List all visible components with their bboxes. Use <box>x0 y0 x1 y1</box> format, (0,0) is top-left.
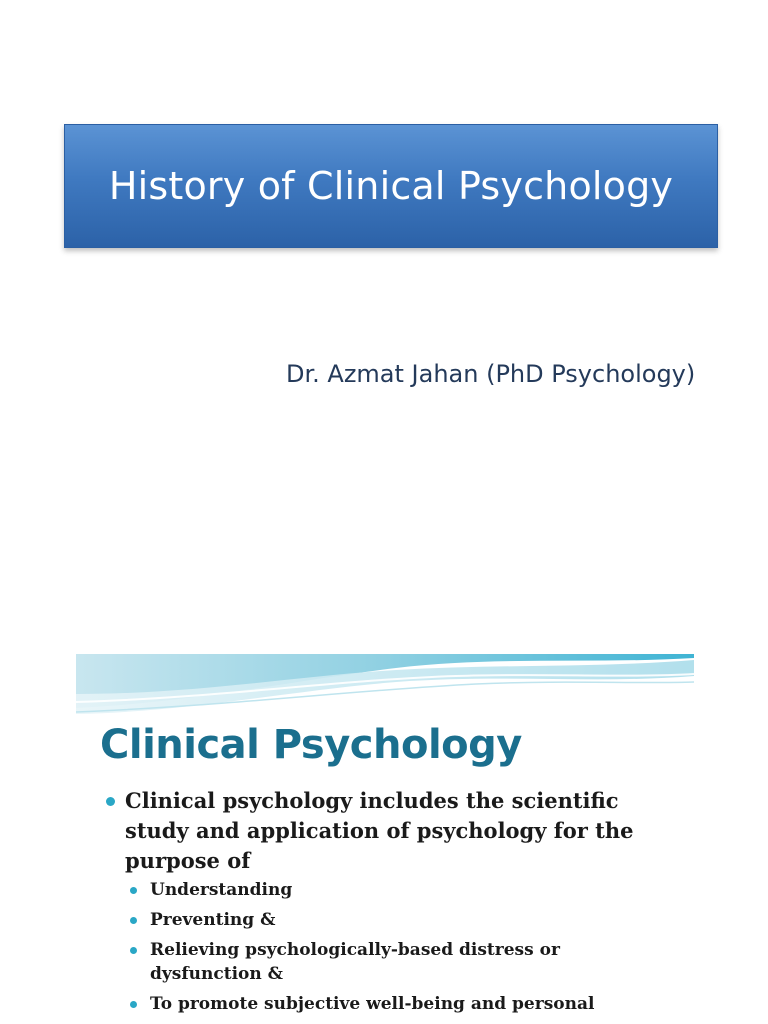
slide-2-title: Clinical Psychology <box>100 722 522 768</box>
wave-header-decoration <box>76 654 694 724</box>
bullet-dot-icon <box>130 947 137 954</box>
sub-bullet-item <box>130 992 670 1016</box>
slide-title: History of Clinical Psychology <box>108 164 674 208</box>
sub-bullet-item <box>130 938 670 986</box>
slide-2-thumbnail <box>76 654 694 1024</box>
sub-bullet-text: Relieving psychologically-based distress or dysfunction & <box>150 940 560 984</box>
author-line: Dr. Azmat Jahan (PhD Psychology) <box>286 360 696 388</box>
sub-bullet-text: Preventing & <box>150 910 276 930</box>
title-banner <box>64 124 718 248</box>
bullet-dot-icon <box>130 887 137 894</box>
bullet-dot-icon <box>130 917 137 924</box>
sub-bullet-text: Understanding <box>150 880 293 900</box>
sub-bullet-item <box>130 878 670 902</box>
main-bullet-text: Clinical psychology includes the scientific study and application of psychology for the purpose of <box>125 788 634 873</box>
sub-bullet-text: To promote subjective well-being and personal <box>150 994 595 1014</box>
bullet-dot-icon <box>106 797 115 806</box>
sub-bullet-list <box>130 878 670 1022</box>
main-bullet <box>106 786 676 876</box>
sub-bullet-item <box>130 908 670 932</box>
bullet-dot-icon <box>130 1001 137 1008</box>
